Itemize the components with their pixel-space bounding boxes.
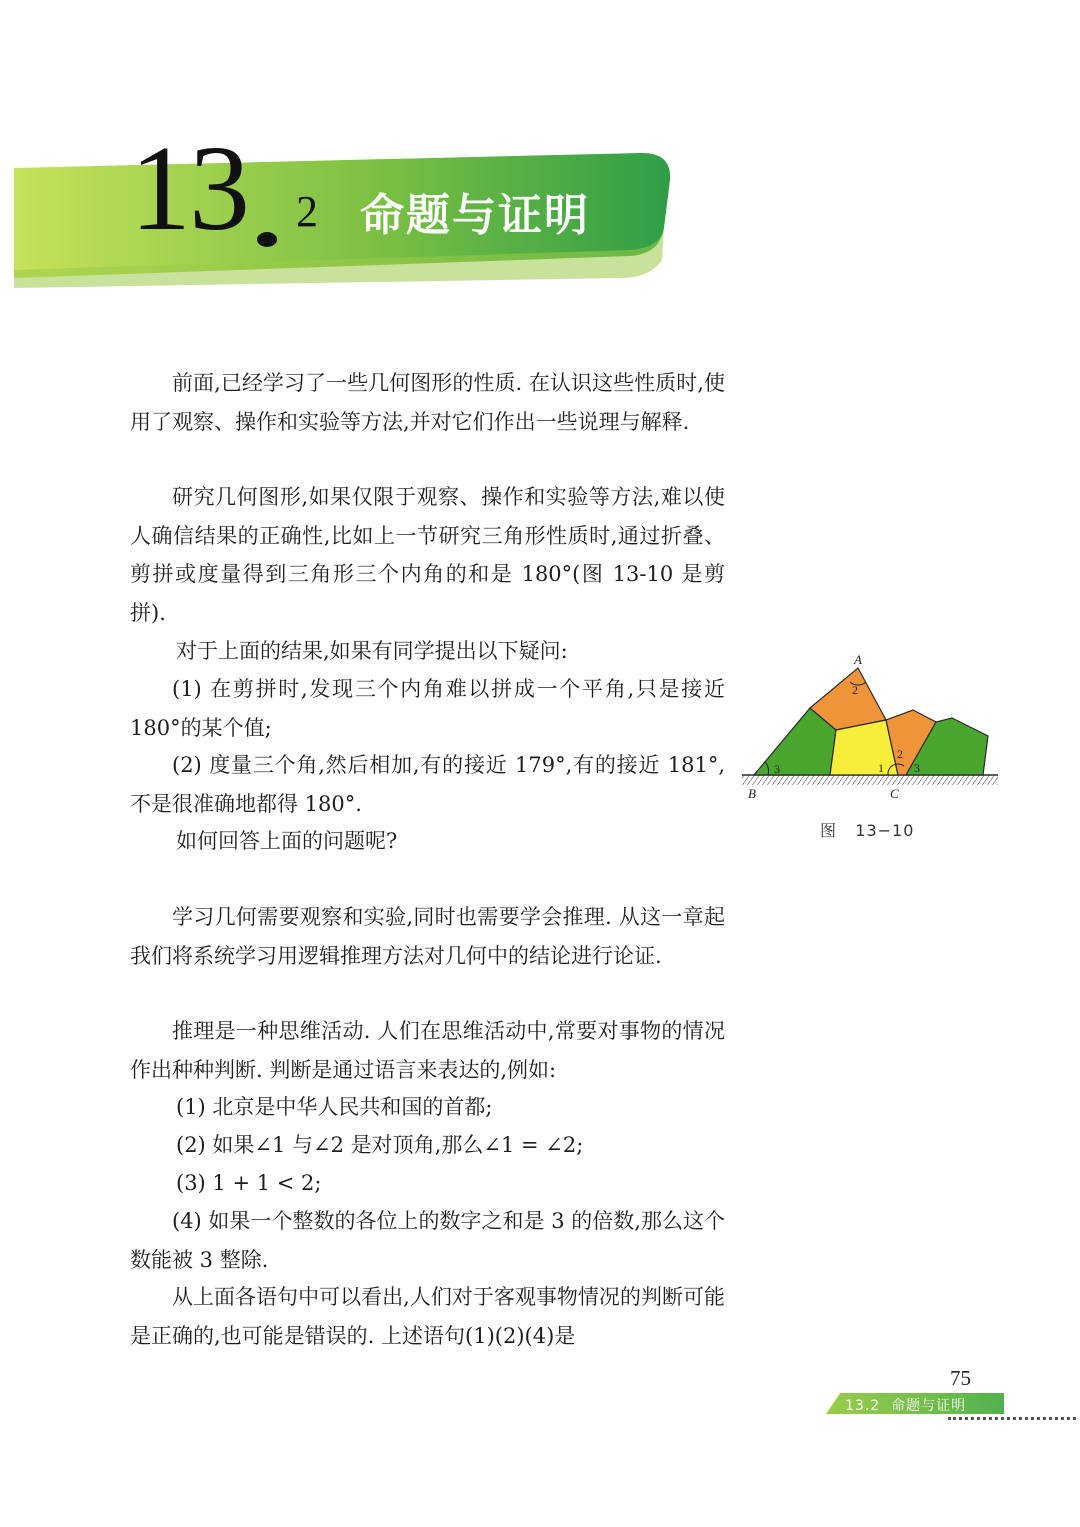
- footer-dotted-line: [948, 1417, 1076, 1420]
- angle-label-3-left: 3: [774, 762, 780, 776]
- paragraph-conclusion: 从上面各语句中可以看出,人们对于客观事物情况的判断可能是正确的,也可能是错误的. 上述语句(1)(2)(4)是: [130, 1285, 725, 1348]
- example-2: (2) 如果∠1 与∠2 是对顶角,那么∠1 = ∠2;: [176, 1133, 584, 1157]
- example-4: (4) 如果一个整数的各位上的数字之和是 3 的倍数,那么这个数能被 3 整除.: [130, 1209, 725, 1272]
- example-1: (1) 北京是中华人民共和国的首都;: [176, 1095, 493, 1119]
- example-3: (3) 1 + 1 < 2;: [176, 1171, 322, 1195]
- angle-label-3-right: 3: [914, 761, 920, 775]
- paragraph-research: 研究几何图形,如果仅限于观察、操作和实验等方法,难以使人确信结果的正确性,比如上一节研究三角形性质时,通过折叠、剪拼或度量得到三角形三个内角的和是 180°(图 13-10 是剪拼).: [130, 485, 725, 625]
- paragraph-intro: 前面,已经学习了一些几何图形的性质. 在认识这些性质时,使用了观察、操作和实验等方法,并对它们作出一些说理与解释.: [130, 371, 725, 434]
- angle-label-2-top: 2: [852, 683, 858, 697]
- label-c: C: [890, 786, 899, 801]
- page-number: 75: [950, 1366, 971, 1390]
- section-dot: [257, 232, 277, 247]
- question-1: (1) 在剪拼时,发现三个内角难以拼成一个平角,只是接近 180°的某个值;: [130, 677, 725, 740]
- label-a: A: [854, 652, 862, 667]
- section-title: 命题与证明: [360, 190, 590, 241]
- paragraph-reasoning-intro: 学习几何需要观察和实验,同时也需要学会推理. 从这一章起我们将系统学习用逻辑推理方法对几何中的结论进行论证.: [130, 905, 725, 968]
- question-2: (2) 度量三个角,然后相加,有的接近 179°,有的接近 181°,不是很准确地都得 180°.: [130, 753, 725, 816]
- paragraph-judgment: 推理是一种思维活动. 人们在思维活动中,常要对事物的情况作出种种判断. 判断是通过语言来表达的,例如:: [130, 1019, 725, 1082]
- section-subnumber: 2: [296, 187, 318, 236]
- angle-label-1: 1: [878, 761, 884, 775]
- triangle-cut-figure: [738, 648, 1000, 803]
- angle-label-2-right: 2: [897, 747, 903, 761]
- label-b: B: [748, 786, 756, 801]
- paragraph-question-lead: 对于上面的结果,如果有同学提出以下疑问:: [176, 639, 568, 663]
- figure-caption: 图 13−10: [820, 821, 915, 840]
- section-banner: [0, 150, 700, 300]
- ground-hatch: [742, 775, 998, 785]
- footer-section-label: 13.2 命题与证明: [845, 1398, 967, 1414]
- paragraph-how-answer: 如何回答上面的问题呢?: [176, 829, 398, 853]
- section-number: 13: [130, 121, 248, 256]
